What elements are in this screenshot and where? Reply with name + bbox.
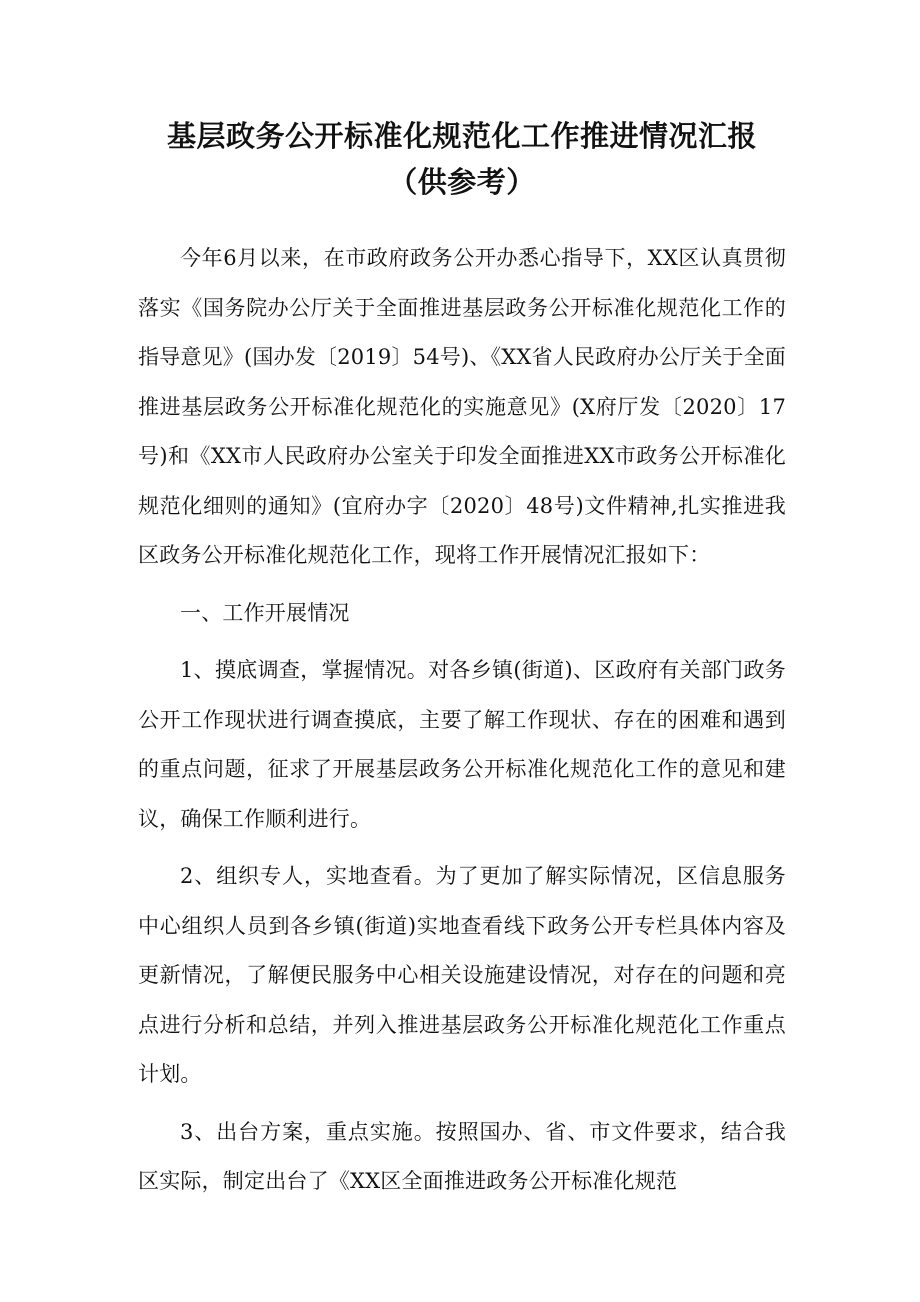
document-body [138, 234, 786, 1207]
document-title: 基层政务公开标准化规范化工作推进情况汇报（供参考） [166, 119, 757, 199]
intro-paragraph: 今年6月以来，在市政府政务公开办悉心指导下，XX区认真贯彻落实《国务院办公厅关于全面推进基层政务公开标准化规范化工作的指导意见》(国办发〔2019〕54号)、《XX省人民政府办公厅关于全面推进基层政务公开标准化规范化的实施意见》(X府厅发〔2020〕17号)和《XX市人民政府办公室关于印发全面推进XX市政务公开标准化规范化细则的通知》(宜府办字〔2020〕48号)文件精神,扎实推进我区政务公开标准化规范化工作，现将工作开展情况汇报如下： [138, 246, 786, 567]
body-paragraph: 1、摸底调查，掌握情况。对各乡镇(街道)、区政府有关部门政务公开工作现状进行调查摸底，主要了解工作现状、存在的困难和遇到的重点问题，征求了开展基层政务公开标准化规范化工作的意见和建议，确保工作顺利进行。 [138, 658, 786, 831]
section-heading: 一、工作开展情况 [180, 600, 350, 625]
body-paragraph: 2、组织专人，实地查看。为了更加了解实际情况，区信息服务中心组织人员到各乡镇(街道)实地查看线下政务公开专栏具体内容及更新情况，了解便民服务中心相关设施建设情况，对存在的问题和亮点进行分析和总结，并列入推进基层政务公开标准化规范化工作重点计划。 [138, 864, 786, 1086]
body-paragraph: 3、出台方案，重点实施。按照国办、省、市文件要求，结合我区实际，制定出台了《XX区全面推进政务公开标准化规范 [138, 1119, 786, 1193]
document-page [138, 113, 786, 1207]
